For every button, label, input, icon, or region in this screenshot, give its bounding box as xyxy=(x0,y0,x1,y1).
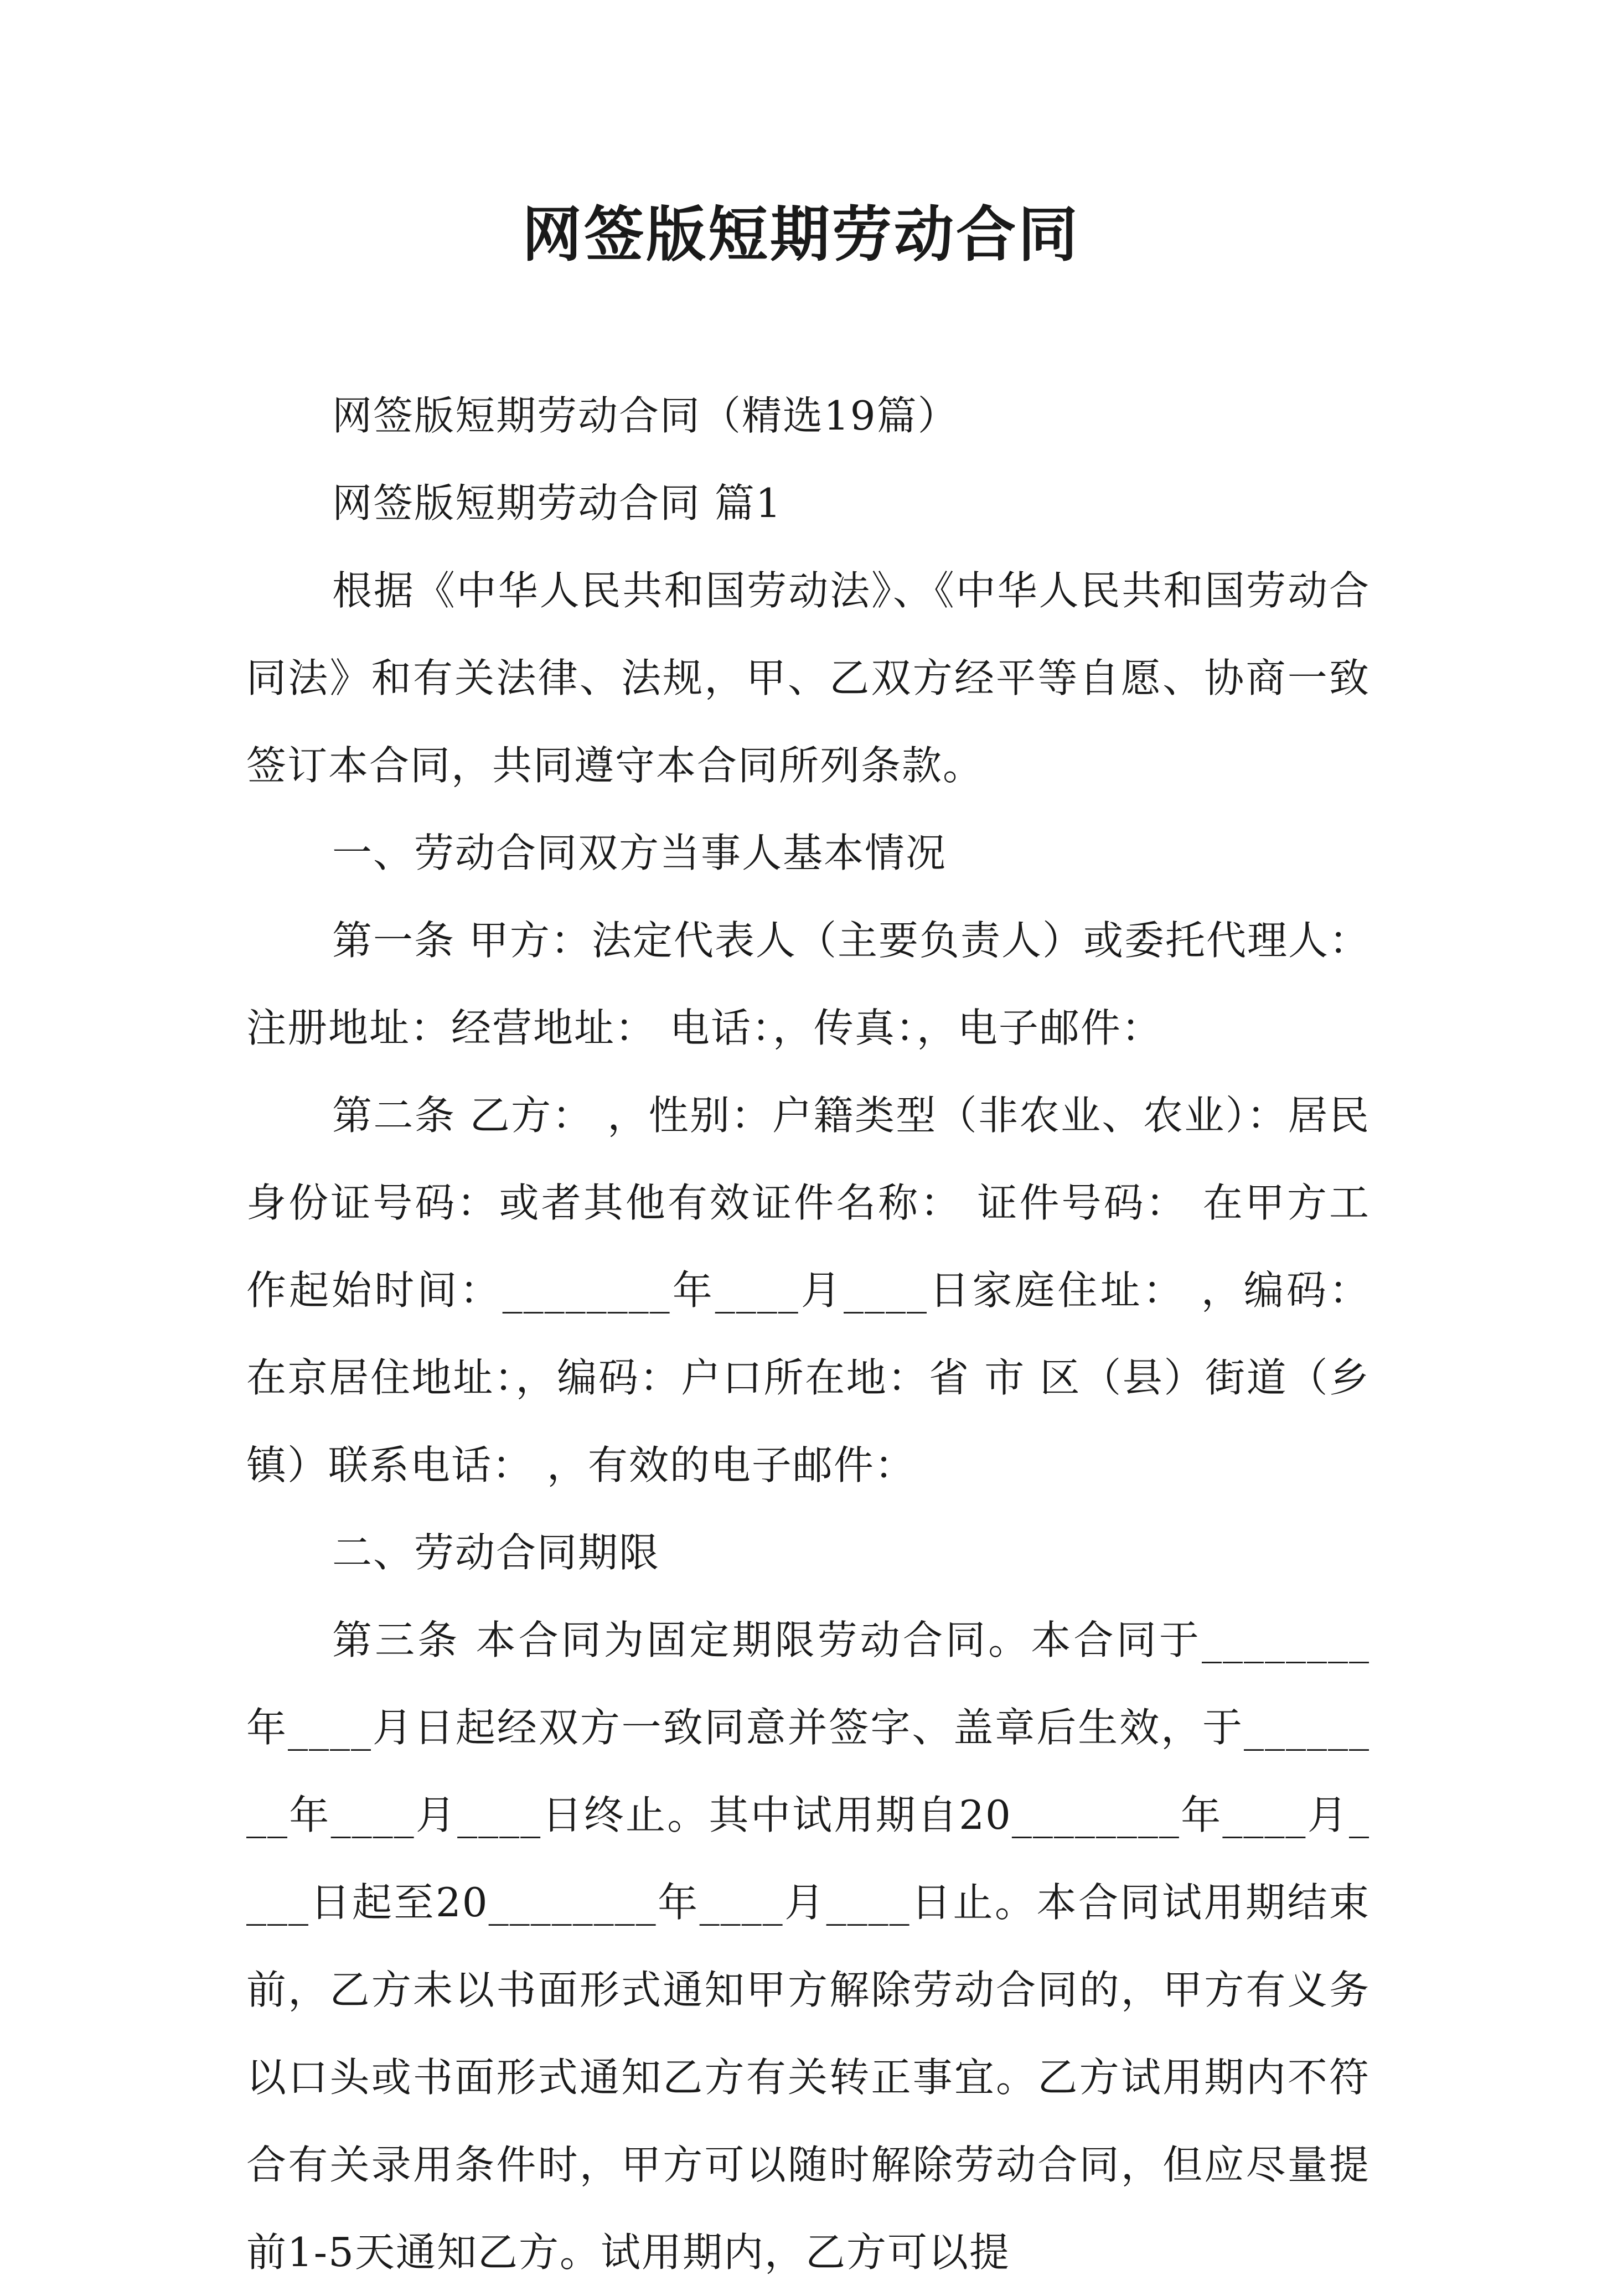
paragraph-article-3: 第三条 本合同为固定期限劳动合同。本合同于________年____月日起经双方一致同意并签字、盖章后生效，于________年____月____日终止。其中试用期自20________年____月____日起至20________年____月____日止。本合同试用期结束前，乙方未以书面形式通知甲方解除劳动合同的，甲方有义务以口头或书面形式通知乙方有关转正事宜。乙方试用期内不符合有关录用条件时，甲方可以随时解除劳动合同，但应尽量提前1-5天通知乙方。试用期内，乙方可以提 xyxy=(246,1617,1370,2276)
paragraph-article-2: 第二条 乙方： ，性别：户籍类型（非农业、农业）：居民身份证号码：或者其他有效证件名称： 证件号码： 在甲方工作起始时间：________年____月____日家庭住址： ，编码：在京居住地址：，编码：户口所在地：省 市 区（县）街道（乡镇）联系电话： ，有效的电子邮件： xyxy=(246,1092,1370,1488)
paragraph-section-heading: 网签版短期劳动合同 篇1 xyxy=(332,480,782,526)
paragraph-subtitle: 网签版短期劳动合同（精选19篇） xyxy=(332,392,959,439)
paragraph-preamble: 根据《中华人民共和国劳动法》、《中华人民共和国劳动合同法》和有关法律、法规，甲、乙双方经平等自愿、协商一致签订本合同，共同遵守本合同所列条款。 xyxy=(246,567,1370,789)
document-body xyxy=(246,372,1370,2296)
paragraph-article-1: 第一条 甲方：法定代表人（主要负责人）或委托代理人： 注册地址：经营地址： 电话：，传真：，电子邮件： xyxy=(246,917,1370,1051)
paragraph-heading-parties: 一、劳动合同双方当事人基本情况 xyxy=(332,830,947,876)
paragraph-heading-term: 二、劳动合同期限 xyxy=(332,1529,660,1576)
page-title: 网签版短期劳动合同 xyxy=(521,200,1080,270)
